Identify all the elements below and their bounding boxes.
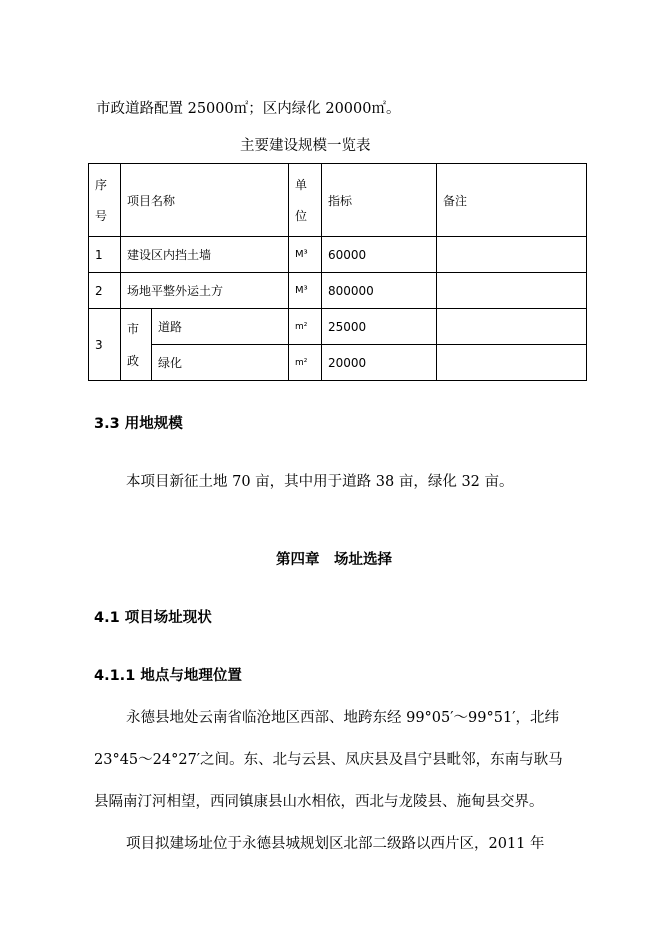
row3-group: 市 政 [121,309,152,381]
row2-value: 800000 [322,273,437,309]
construction-scale-table [88,163,587,381]
section-3-3-heading: 3.3 用地规模 [94,416,183,432]
para1-line1: 永德县地处云南省临沧地区西部、地跨东经 99°05′～99°51′，北纬 [126,710,559,726]
row3a-name: 道路 [152,309,289,345]
section-4-1-heading: 4.1 项目场址现状 [94,610,212,626]
header-name: 项目名称 [121,164,289,237]
row1-unit: M³ [289,237,322,273]
row3b-remark [437,345,587,381]
section-3-3-body: 本项目新征土地 70 亩，其中用于道路 38 亩，绿化 32 亩。 [126,474,514,490]
para2-line1: 项目拟建场址位于永德县城规划区北部二级路以西片区，2011 年 [126,836,545,852]
table-row [89,309,587,345]
header-remark: 备注 [437,164,587,237]
row2-name: 场地平整外运土方 [121,273,289,309]
table-row [89,237,587,273]
header-unit: 单 位 [289,164,322,237]
header-indicator: 指标 [322,164,437,237]
table-caption: 主要建设规模一览表 [240,138,371,154]
row1-name: 建设区内挡土墙 [121,237,289,273]
para1-line2: 23°45～24°27′之间。东、北与云县、凤庆县及昌宁县毗邻，东南与耿马 [94,752,563,768]
row2-remark [437,273,587,309]
row1-value: 60000 [322,237,437,273]
row1-remark [437,237,587,273]
intro-line: 市政道路配置 25000㎡；区内绿化 20000㎡。 [96,101,401,117]
row3a-remark [437,309,587,345]
row3b-value: 20000 [322,345,437,381]
row1-seq: 1 [89,237,121,273]
row3-seq: 3 [89,309,121,381]
row3b-name: 绿化 [152,345,289,381]
row3b-unit: m² [289,345,322,381]
row3a-unit: m² [289,309,322,345]
table-row [89,273,587,309]
chapter-4-title: 第四章 场址选择 [276,552,392,568]
para1-line3: 县隔南汀河相望，西同镇康县山水相依，西北与龙陵县、施甸县交界。 [94,794,544,810]
row2-seq: 2 [89,273,121,309]
table-row [89,345,587,381]
section-4-1-1-heading: 4.1.1 地点与地理位置 [94,668,242,684]
row3a-value: 25000 [322,309,437,345]
row2-unit: M³ [289,273,322,309]
header-seq: 序 号 [89,164,121,237]
